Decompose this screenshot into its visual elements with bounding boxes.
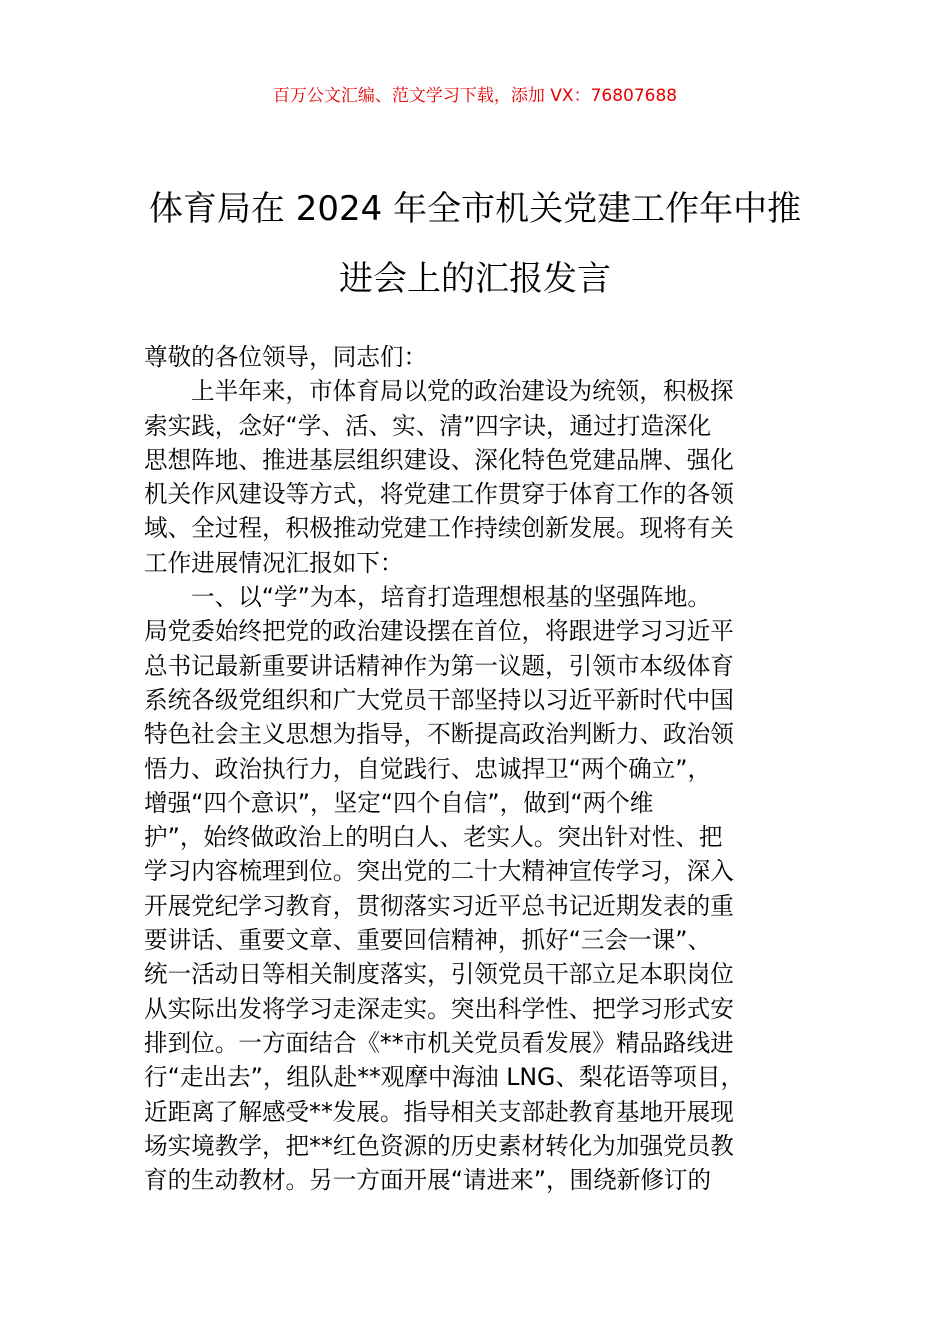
body-line: 从实际出发将学习走深走实。突出科学性、把学习形式安 xyxy=(144,994,734,1023)
salutation: 尊敬的各位领导，同志们： xyxy=(144,343,428,371)
body-line: 上半年来，市体育局以党的政治建设为统领，积极探 xyxy=(191,377,734,406)
body-line: 域、全过程，积极推动党建工作持续创新发展。现将有关 xyxy=(144,514,734,543)
body-line: 特色社会主义思想为指导，不断提高政治判断力、政治领 xyxy=(144,720,734,749)
body-line: 增强“四个意识”，坚定“四个自信”，做到“两个维 xyxy=(144,788,654,817)
body-line: 育的生动教材。另一方面开展“请进来”，围绕新修订的 xyxy=(144,1166,712,1195)
body-line: 场实境教学，把**红色资源的历史素材转化为加强党员教 xyxy=(144,1131,734,1160)
title-line-2: 进会上的汇报发言 xyxy=(339,259,611,299)
body-line: 开展党纪学习教育，贯彻落实习近平总书记近期发表的重 xyxy=(144,891,734,920)
body-line: 统一活动日等相关制度落实，引领党员干部立足本职岗位 xyxy=(144,960,734,989)
body-line: 排到位。一方面结合《**市机关党员看发展》精品路线进 xyxy=(144,1028,734,1057)
body-line: 系统各级党组织和广大党员干部坚持以习近平新时代中国 xyxy=(144,685,734,714)
body-line: 悟力、政治执行力，自觉践行、忠诚捍卫“两个确立”， xyxy=(144,754,712,783)
body-line: 行“走出去”，组队赴**观摩中海油 LNG、梨花语等项目， xyxy=(144,1063,745,1092)
body-line: 近距离了解感受**发展。指导相关支部赴教育基地开展现 xyxy=(144,1097,734,1126)
title-line-1: 体育局在 2024 年全市机关党建工作年中推 xyxy=(148,189,802,229)
body-line: 要讲话、重要文章、重要回信精神，抓好“三会一课”、 xyxy=(144,926,712,955)
document-body xyxy=(144,340,808,1197)
body-line: 总书记最新重要讲话精神作为第一议题，引领市本级体育 xyxy=(144,651,734,680)
section-heading-line: 一、以“学”为本，培育打造理想根基的坚强阵地。 xyxy=(191,583,711,612)
body-line: 工作进展情况汇报如下： xyxy=(144,548,404,577)
body-line: 思想阵地、推进基层组织建设、深化特色党建品牌、强化 xyxy=(144,445,734,474)
body-line: 护”，始终做政治上的明白人、老实人。突出针对性、把 xyxy=(144,823,723,852)
watermark-banner: 百万公文汇编、范文学习下载，添加 VX：76807688 xyxy=(272,86,678,106)
body-line: 索实践，念好“学、活、实、清”四字诀，通过打造深化 xyxy=(144,411,712,440)
document-title xyxy=(120,174,830,314)
body-line: 学习内容梳理到位。突出党的二十大精神宣传学习，深入 xyxy=(144,857,734,886)
body-line: 机关作风建设等方式，将党建工作贯穿于体育工作的各领 xyxy=(144,480,734,509)
body-line: 局党委始终把党的政治建设摆在首位，将跟进学习习近平 xyxy=(144,617,734,646)
